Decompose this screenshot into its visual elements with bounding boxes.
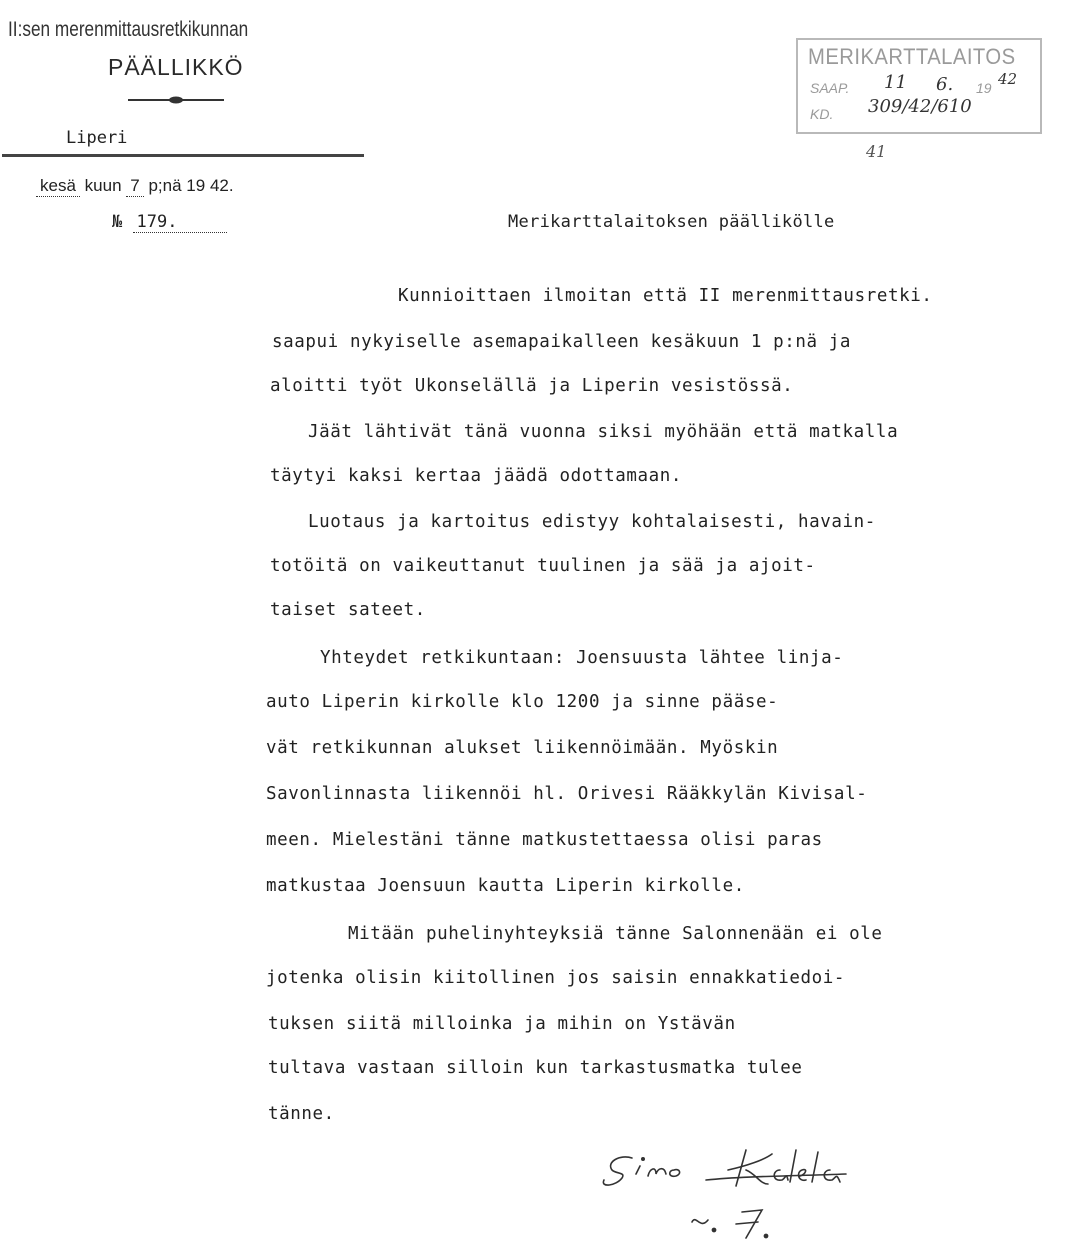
date-year-prefix: 19 — [186, 176, 206, 195]
body-line: Mitään puhelinyhteyksiä tänne Salonnenään ei ole — [348, 924, 883, 944]
body-line: tänne. — [268, 1104, 335, 1124]
ornament-divider — [128, 96, 224, 104]
body-line: Kunnioittaen ilmoitan että II merenmittausretki. — [398, 286, 933, 306]
stamp-saap-label: SAAP. — [810, 80, 850, 96]
stamp-saap-day: 11 — [884, 72, 907, 93]
place-name: Liperi — [66, 128, 128, 148]
body-line: totöitä on vaikeuttanut tuulinen ja sää ja ajoit- — [270, 556, 816, 576]
stamp-saap-year-prefix: 19 — [976, 80, 992, 96]
body-line: Savonlinnasta liikennöi hl. Orivesi Rääkkylän Kivisal- — [266, 784, 868, 804]
date-line — [36, 176, 234, 197]
body-line: vät retkikunnan alukset liikennöimään. Myöskin — [266, 738, 779, 758]
body-line: tuksen siitä milloinka ja mihin on Ystävän — [268, 1014, 736, 1034]
date-day: 7 — [126, 176, 143, 197]
date-kuun: kuun — [84, 176, 122, 195]
unit-name: II:sen merenmittausretkikunnan — [8, 18, 249, 41]
stamp-handwritten-mark: 41 — [866, 142, 887, 161]
stamp-saap-month: 6. — [936, 74, 954, 95]
body-line: Luotaus ja kartoitus edistyy kohtalaisesti, havain- — [308, 512, 876, 532]
date-pna: p;nä — [148, 176, 182, 195]
body-line: matkustaa Joensuun kautta Liperin kirkolle. — [266, 876, 745, 896]
handwritten-signature — [596, 1140, 926, 1244]
body-line: jotenka olisin kiitollinen jos saisin ennakkatiedoi- — [266, 968, 846, 988]
stamp-title: MERIKARTTALAITOS — [808, 44, 1016, 69]
receipt-stamp — [796, 38, 1042, 134]
stamp-saap-year: 42 — [998, 70, 1018, 88]
stamp-kd-label: KD. — [810, 106, 834, 122]
body-line: saapui nykyiselle asemapaikalleen kesäkuun 1 p:nä ja — [272, 332, 852, 352]
body-line: Jäät lähtivät tänä vuonna siksi myöhään että matkalla — [308, 422, 899, 442]
document-number — [112, 212, 227, 233]
body-line: auto Liperin kirkolle klo 1200 ja sinne pääse- — [266, 692, 779, 712]
body-line: täytyi kaksi kertaa jäädä odottamaan. — [270, 466, 683, 486]
stamp-kd-value: 309/42/610 — [868, 96, 972, 117]
body-line: Yhteydet retkikuntaan: Joensuusta lähtee linja- — [320, 648, 844, 668]
body-line: tultava vastaan silloin kun tarkastusmatka tulee — [268, 1058, 803, 1078]
body-line: taiset sateet. — [270, 600, 426, 620]
addressee: Merikarttalaitoksen päällikölle — [508, 212, 835, 232]
date-month: kesä — [36, 176, 80, 197]
number-sign: № — [112, 212, 123, 232]
body-line: aloitti työt Ukonselällä ja Liperin vesistössä. — [270, 376, 794, 396]
date-year: 42. — [209, 176, 234, 195]
body-line: meen. Mielestäni tänne matkustettaessa olisi paras — [266, 830, 823, 850]
letterhead-title: PÄÄLLIKKÖ — [108, 54, 244, 80]
number-value: 179. — [133, 212, 227, 233]
header-rule — [2, 154, 364, 157]
